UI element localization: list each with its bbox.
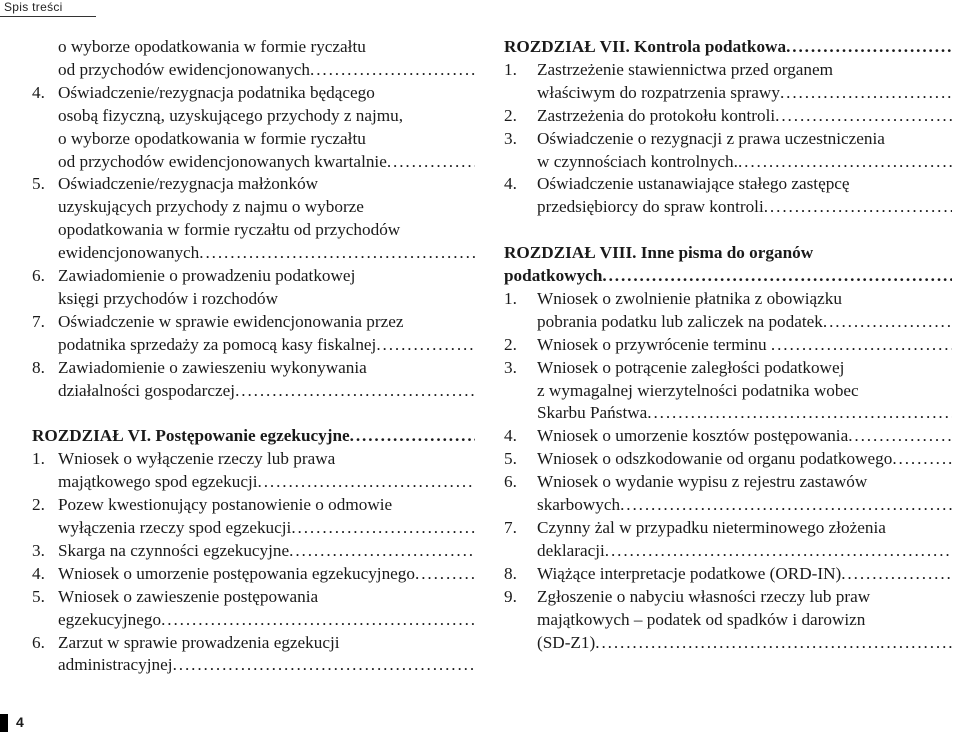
toc-column-right <box>504 36 952 654</box>
toc-entry-number: 8. <box>504 563 517 583</box>
toc-entry <box>504 128 952 174</box>
toc-entry-number: 1. <box>504 59 517 79</box>
dot-leader <box>289 541 475 560</box>
toc-entry-text-line: o wyborze opodatkowania w formie ryczałtu <box>58 37 366 56</box>
running-header-title: Spis treści <box>4 0 63 14</box>
toc-entry-leader-line <box>32 609 475 632</box>
toc-entry-text: Wniosek o przywrócenie terminu <box>537 334 771 354</box>
toc-entry <box>32 540 475 563</box>
dot-leader <box>775 106 952 125</box>
toc-entry-text-line: Zarzut w sprawie prowadzenia egzekucji <box>58 632 340 652</box>
toc-entry-leader-line <box>504 402 952 425</box>
toc-entry-text-line: o wyborze opodatkowania w formie ryczałtu <box>58 128 366 148</box>
dot-leader <box>291 518 475 537</box>
dot-leader <box>823 312 952 331</box>
toc-entry-text: działalności gospodarczej <box>58 380 236 400</box>
dot-leader <box>350 426 475 445</box>
toc-entry-text: podatnika sprzedaży za pomocą kasy fiskalnej <box>58 334 377 354</box>
dot-leader <box>161 610 475 629</box>
toc-entry <box>32 632 475 678</box>
toc-entry-leader-line <box>32 334 475 357</box>
toc-entry-number: 5. <box>32 586 45 606</box>
toc-entry-number: 2. <box>504 105 517 125</box>
toc-entry <box>32 357 475 403</box>
dot-leader <box>376 335 475 354</box>
toc-entry-number: 1. <box>32 449 45 469</box>
dot-leader <box>786 37 952 56</box>
toc-entry <box>32 173 475 265</box>
toc-entry-text-line: opodatkowania w formie ryczałtu od przychodów <box>58 220 401 240</box>
toc-entry-leader-line <box>32 380 475 403</box>
toc-entry-leader-line <box>504 105 952 128</box>
toc-entry-number: 3. <box>32 540 45 560</box>
dot-leader <box>235 381 475 400</box>
toc-entry <box>32 311 475 357</box>
toc-entry <box>504 517 952 563</box>
toc-entry-number: 5. <box>32 174 45 194</box>
toc-entry-number: 3. <box>504 357 517 377</box>
toc-entry-leader-line <box>504 540 952 563</box>
toc-entry-number: 7. <box>32 311 45 331</box>
toc-entry <box>32 494 475 540</box>
toc-entry-number: 4. <box>32 563 45 583</box>
toc-entry-text-line: Wniosek o potrącenie zaległości podatkowej <box>537 357 845 377</box>
toc-entry-leader-line <box>504 334 952 357</box>
toc-entry-text-line: Wniosek o wyłączenie rzeczy lub prawa <box>58 449 336 469</box>
toc-entry-text-line: Zgłoszenie o nabyciu własności rzeczy lub praw <box>537 586 871 606</box>
toc-entry <box>504 288 952 334</box>
toc-entry-text: Skarga na czynności egzekucyjne <box>58 540 290 560</box>
dot-leader <box>595 633 952 652</box>
running-header <box>0 0 96 17</box>
toc-entry-leader-line <box>504 563 952 586</box>
toc-entry <box>504 448 952 471</box>
toc-entry-leader-line <box>504 494 952 517</box>
toc-entry-text: ewidencjonowanych <box>58 243 200 263</box>
toc-entry-text: ROZDZIAŁ VII. Kontrola podatkowa <box>504 37 787 56</box>
page-number: 4 <box>16 714 24 730</box>
dot-leader <box>848 426 952 445</box>
toc-entry-text-line: Pozew kwestionujący postanowienie o odmowie <box>58 495 393 515</box>
toc-entry <box>32 82 475 174</box>
toc-entry <box>504 563 952 586</box>
toc-entry-number: 6. <box>32 266 45 286</box>
toc-entry-text: Zastrzeżenia do protokołu kontroli <box>537 105 776 125</box>
dot-leader <box>892 449 952 468</box>
section-gap <box>504 219 952 242</box>
dot-leader <box>738 152 952 171</box>
toc-entry-text: deklaracji <box>537 540 605 560</box>
dot-leader <box>387 152 475 171</box>
toc-entry-leader-line <box>504 151 952 174</box>
toc-entry-text-line: Wniosek o zawieszenie postępowania <box>58 586 319 606</box>
toc-entry-leader-line <box>504 425 952 448</box>
toc-entry-number: 9. <box>504 586 517 606</box>
toc-entry-text: pobrania podatku lub zaliczek na podatek <box>537 311 823 331</box>
toc-entry <box>504 357 952 426</box>
toc-entry-number: 2. <box>504 334 517 354</box>
toc-entry-leader-line <box>32 242 475 265</box>
toc-entry-text: egzekucyjnego <box>58 609 162 629</box>
toc-entry-text: właściwym do rozpatrzenia sprawy <box>537 82 780 102</box>
toc-column-left <box>32 36 475 677</box>
toc-entry-text: skarbowych <box>537 495 621 515</box>
toc-entry-text-line: majątkowych – podatek od spadków i darowizn <box>537 609 866 629</box>
toc-entry-text-line: Wniosek o zwolnienie płatnika z obowiązku <box>537 288 842 308</box>
toc-entry-leader-line <box>504 196 952 219</box>
toc-entry-text: Wniosek o odszkodowanie od organu podatkowego <box>537 449 893 469</box>
toc-entry-text-line: Zastrzeżenie stawiennictwa przed organem <box>537 59 834 79</box>
toc-entry-leader-line <box>504 311 952 334</box>
toc-entry <box>504 59 952 105</box>
toc-entry-text: majątkowego spod egzekucji <box>58 472 258 492</box>
toc-entry-text-line: Oświadczenie w sprawie ewidencjonowania przez <box>58 311 404 331</box>
toc-entry <box>504 471 952 517</box>
dot-leader <box>173 655 475 674</box>
toc-entry <box>504 425 952 448</box>
toc-entry-leader-line <box>32 517 475 540</box>
toc-entry-number: 7. <box>504 518 517 538</box>
toc-entry-text: od przychodów ewidencjonowanych <box>58 59 311 79</box>
section-gap <box>32 403 475 426</box>
toc-entry-leader-line <box>32 563 475 586</box>
toc-entry-text-line: Oświadczenie/rezygnacja małżonków <box>58 174 319 194</box>
toc-entry <box>32 563 475 586</box>
toc-entry-leader-line <box>504 265 952 288</box>
toc-entry-text: przedsiębiorcy do spraw kontroli <box>537 197 764 217</box>
dot-leader <box>780 83 952 102</box>
toc-entry-number: 4. <box>32 82 45 102</box>
toc-entry-text: podatkowych <box>504 266 603 286</box>
toc-chapter-heading <box>32 425 475 448</box>
toc-entry-text: Wniosek o umorzenie kosztów postępowania <box>537 426 849 446</box>
dot-leader <box>258 472 475 491</box>
dot-leader <box>647 403 952 422</box>
toc-entry-text: ROZDZIAŁ VI. Postępowanie egzekucyjne <box>32 426 350 446</box>
toc-entry-leader-line <box>504 632 952 655</box>
toc-entry-text-line: Czynny żal w przypadku nieterminowego złożenia <box>537 518 886 538</box>
toc-entry <box>504 173 952 219</box>
dot-leader <box>620 495 952 514</box>
dot-leader <box>602 266 952 285</box>
toc-entry <box>32 36 475 82</box>
toc-entry-text-line: Zawiadomienie o prowadzeniu podatkowej <box>58 266 356 286</box>
toc-entry-text-line: ROZDZIAŁ VIII. Inne pisma do organów <box>504 243 814 263</box>
toc-entry-number: 8. <box>32 357 45 377</box>
toc-entry <box>504 105 952 128</box>
toc-entry-number: 4. <box>504 174 517 194</box>
toc-entry-leader-line <box>504 36 952 59</box>
toc-entry-text-line: z wymagalnej wierzytelności podatnika wobec <box>537 380 859 400</box>
toc-entry-text: Skarbu Państwa <box>537 403 648 423</box>
toc-entry <box>504 334 952 357</box>
toc-entry-text: od przychodów ewidencjonowanych kwartalnie <box>58 151 387 171</box>
toc-entry-text-line: Oświadczenie ustanawiające stałego zastępcę <box>537 174 850 194</box>
dot-leader <box>605 541 952 560</box>
dot-leader <box>771 335 952 354</box>
toc-entry-number: 3. <box>504 128 517 148</box>
toc-entry-leader-line <box>32 540 475 563</box>
toc-chapter-heading <box>504 36 952 59</box>
toc-entry-leader-line <box>504 82 952 105</box>
toc-entry-text-line: Zawiadomienie o zawieszeniu wykonywania <box>58 357 367 377</box>
dot-leader <box>199 243 475 262</box>
dot-leader <box>841 564 952 583</box>
toc-entry-text-line: uzyskujących przychody z najmu o wyborze <box>58 197 364 217</box>
toc-entry-text: Wiążące interpretacje podatkowe (ORD-IN) <box>537 563 842 583</box>
toc-entry-number: 6. <box>32 632 45 652</box>
toc-entry-text: Wniosek o umorzenie postępowania egzekucyjnego <box>58 563 415 583</box>
toc-entry-text-line: osobą fizyczną, uzyskującego przychody z najmu, <box>58 105 404 125</box>
toc-entry-leader-line <box>504 448 952 471</box>
toc-entry <box>32 448 475 494</box>
toc-entry-leader-line <box>32 471 475 494</box>
toc-entry <box>32 265 475 311</box>
dot-leader <box>764 197 952 216</box>
toc-entry-number: 2. <box>32 495 45 515</box>
toc-entry-number: 4. <box>504 426 517 446</box>
dot-leader <box>310 60 475 79</box>
toc-entry <box>32 586 475 632</box>
toc-entry-number: 6. <box>504 472 517 492</box>
toc-entry-text-line: Oświadczenie o rezygnacji z prawa uczestniczenia <box>537 128 885 148</box>
toc-entry-number: 5. <box>504 449 517 469</box>
toc-entry-text: wyłączenia rzeczy spod egzekucji <box>58 518 292 538</box>
toc-entry-leader-line <box>32 151 475 174</box>
toc-entry-text: w czynnościach kontrolnych. <box>537 151 738 171</box>
toc-entry-text: (SD-Z1) <box>537 632 596 652</box>
toc-entry-text-line: księgi przychodów i rozchodów <box>58 288 279 308</box>
toc-entry-text-line: Wniosek o wydanie wypisu z rejestru zastawów <box>537 472 868 492</box>
toc-entry-text-line: Oświadczenie/rezygnacja podatnika będącego <box>58 82 375 102</box>
toc-chapter-heading <box>504 242 952 288</box>
toc-entry-text: administracyjnej <box>58 655 173 675</box>
toc-entry <box>504 586 952 655</box>
toc-entry-leader-line <box>32 654 475 677</box>
page-marker-bar <box>0 714 8 732</box>
toc-entry-leader-line <box>32 59 475 82</box>
toc-entry-leader-line <box>32 425 475 448</box>
toc-entry-number: 1. <box>504 288 517 308</box>
dot-leader <box>415 564 475 583</box>
